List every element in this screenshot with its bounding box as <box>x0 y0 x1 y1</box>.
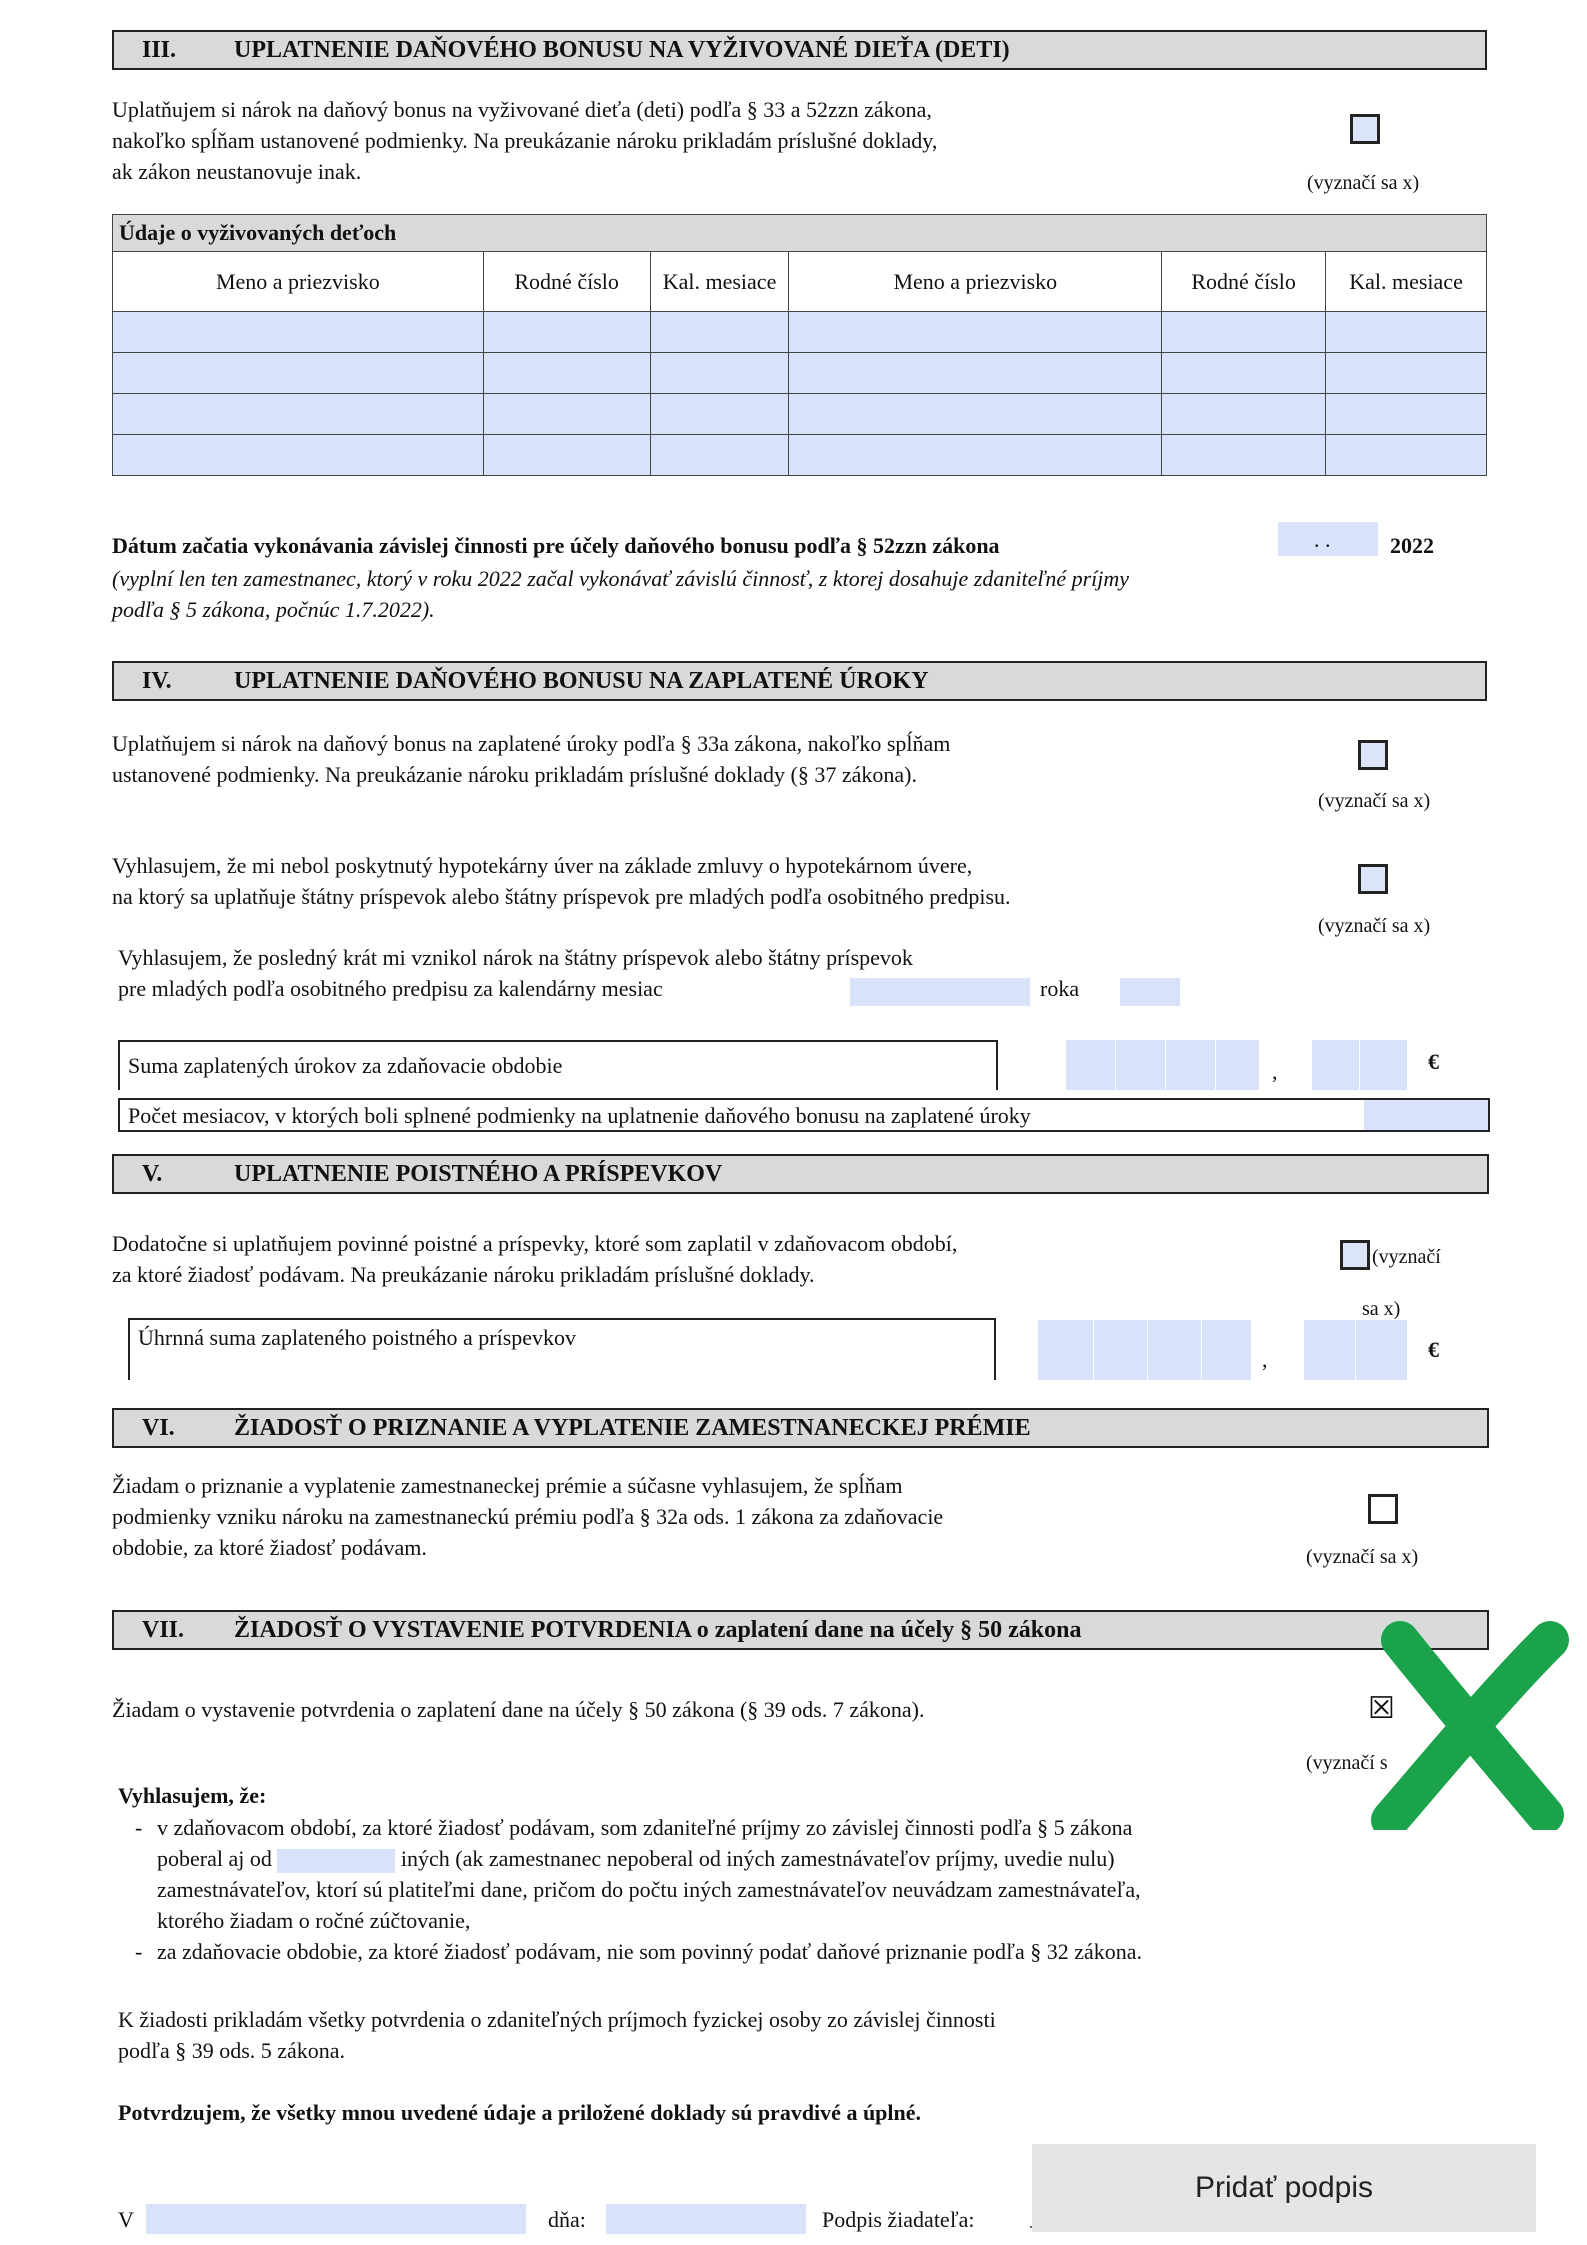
children-table <box>112 214 1487 476</box>
child-row <box>113 435 1487 476</box>
insurance-sum-digit[interactable] <box>1038 1320 1094 1380</box>
currency-symbol: € <box>1428 1337 1439 1362</box>
col-rc-header: Rodné číslo <box>1162 252 1326 312</box>
checkbox-hint: (vyznačí sa x) <box>1306 1546 1419 1568</box>
interest-sum-digit[interactable] <box>1116 1040 1166 1090</box>
checkbox-hint: (vyznačí sa x) <box>1318 790 1431 812</box>
child-rc-input[interactable] <box>483 394 650 435</box>
add-signature-label: Pridať podpis <box>1194 2171 1374 2204</box>
s4-claim-checkbox[interactable] <box>1358 740 1388 770</box>
child-months-input[interactable] <box>1326 353 1487 394</box>
date-separator: . . <box>1314 527 1331 552</box>
signature-label: Podpis žiadateľa: <box>822 2207 975 2232</box>
section-title: ŽIADOSŤ O VYSTAVENIE POTVRDENIA o zaplatení dane na účely § 50 zákona <box>234 1617 1082 1643</box>
s7-attachments-text <box>118 2004 1488 2066</box>
interest-months-label: Počet mesiacov, v ktorých boli splnené podmienky na uplatnenie daňového bonusu na zaplatené úroky <box>128 1103 1031 1128</box>
insurance-sum-label: Úhrnná suma zaplateného poistného a príspevkov <box>138 1325 577 1350</box>
text-line: Uplatňujem si nárok na daňový bonus na vyživované dieťa (deti) podľa § 33 a 52zzn zákona, <box>112 97 932 122</box>
section-number: IV. <box>142 668 172 694</box>
s3-date-label: Dátum začatia vykonávania závislej činnosti pre účely daňového bonusu podľa § 52zzn zákona <box>112 533 1000 558</box>
place-input[interactable] <box>146 2204 526 2234</box>
text-line: Vyhlasujem, že mi nebol poskytnutý hypotekárny úver na základe zmluvy o hypotekárnom úvere, <box>112 853 973 878</box>
child-row <box>113 312 1487 353</box>
child-row <box>113 394 1487 435</box>
child-rc-input[interactable] <box>1162 353 1326 394</box>
date-year: 2022 <box>1390 533 1434 558</box>
section-title: UPLATNENIE DAŇOVÉHO BONUSU NA VYŽIVOVANÉ DIEŤA (DETI) <box>234 37 1010 63</box>
s5-claim-text <box>112 1228 1332 1290</box>
insurance-sum-digit[interactable] <box>1094 1320 1148 1380</box>
child-name-input[interactable] <box>113 394 484 435</box>
decimal-comma: , <box>1262 1347 1268 1372</box>
checkbox-hint: sa x) <box>1362 1298 1401 1320</box>
s5-claim-checkbox[interactable] <box>1340 1240 1370 1270</box>
col-rc-header: Rodné číslo <box>483 252 650 312</box>
child-name-input[interactable] <box>789 435 1162 476</box>
col-name-header: Meno a priezvisko <box>113 252 484 312</box>
s3-claim-checkbox[interactable] <box>1350 114 1380 144</box>
child-months-input[interactable] <box>1326 312 1487 353</box>
s7-request-text: Žiadam o vystavenie potvrdenia o zaplatení dane na účely § 50 zákona (§ 39 ods. 7 zákona). <box>112 1697 925 1722</box>
s6-request-text <box>112 1470 1262 1563</box>
last-year-input[interactable] <box>1120 978 1180 1006</box>
text-line: Uplatňujem si nárok na daňový bonus na zaplatené úroky podľa § 33a zákona, nakoľko spĺňam <box>112 731 951 756</box>
section-4-header <box>112 661 1487 701</box>
child-rc-input[interactable] <box>483 353 650 394</box>
s4-declaration-checkbox[interactable] <box>1358 864 1388 894</box>
children-table-title: Údaje o vyživovaných deťoch <box>113 215 1487 252</box>
text-line: na ktorý sa uplatňuje štátny príspevok alebo štátny príspevok pre mladých podľa osobitného predpisu. <box>112 884 1011 909</box>
section-7-header <box>112 1610 1489 1650</box>
insurance-sum-digit[interactable] <box>1202 1320 1252 1380</box>
text-line: podľa § 39 ods. 5 zákona. <box>118 2038 346 2063</box>
s4-declaration-1 <box>112 850 1332 912</box>
child-months-input[interactable] <box>650 394 789 435</box>
child-months-input[interactable] <box>1326 394 1487 435</box>
checkbox-hint: (vyznačí <box>1372 1246 1441 1268</box>
place-label: V <box>118 2207 134 2232</box>
s7-confirmation-text: Potvrdzujem, že všetky mnou uvedené údaje a priložené doklady sú pravdivé a úplné. <box>118 2100 922 2125</box>
section-title: ŽIADOSŤ O PRIZNANIE A VYPLATENIE ZAMESTNANECKEJ PRÉMIE <box>234 1415 1031 1441</box>
s7-request-checkbox-checked[interactable]: ☒ <box>1368 1692 1395 1725</box>
text-line: Dodatočne si uplatňujem povinné poistné a príspevky, ktoré som zaplatil v zdaňovacom období, <box>112 1231 958 1256</box>
green-x-mark <box>1370 1620 1570 1830</box>
section-5-header <box>112 1154 1489 1194</box>
section-number: III. <box>142 37 177 63</box>
interest-sum-digit[interactable] <box>1216 1040 1260 1090</box>
text-line: ustanovené podmienky. Na preukázanie nároku prikladám príslušné doklady (§ 37 zákona). <box>112 762 917 787</box>
checkbox-hint: (vyznačí sa x) <box>1318 915 1431 937</box>
interest-sum-label: Suma zaplatených úrokov za zdaňovacie obdobie <box>128 1053 563 1078</box>
child-name-input[interactable] <box>113 312 484 353</box>
interest-sum-decimal[interactable] <box>1312 1040 1360 1090</box>
text-line: pre mladých podľa osobitného predpisu za kalendárny mesiac <box>118 976 663 1001</box>
interest-months-input[interactable] <box>1364 1100 1488 1130</box>
insurance-sum-decimal[interactable] <box>1356 1320 1408 1380</box>
interest-sum-box <box>118 1040 998 1090</box>
text-line: obdobie, za ktoré žiadosť podávam. <box>112 1535 427 1560</box>
checkbox-hint: (vyznačí s <box>1306 1752 1388 1774</box>
s3-claim-text <box>112 94 1292 187</box>
child-months-input[interactable] <box>650 435 789 476</box>
child-rc-input[interactable] <box>483 435 650 476</box>
s6-request-checkbox[interactable] <box>1368 1494 1398 1524</box>
child-months-input[interactable] <box>1326 435 1487 476</box>
col-months-header: Kal. mesiace <box>1326 252 1487 312</box>
start-date-input[interactable] <box>1278 522 1378 556</box>
col-name-header: Meno a priezvisko <box>789 252 1162 312</box>
text-line: Vyhlasujem, že posledný krát mi vznikol nárok na štátny príspevok alebo štátny príspevok <box>118 945 913 970</box>
declaration-item: - v zdaňovacom období, za ktoré žiadosť podávam, som zdaniteľné príjmy zo závislej činnosti podľa § 5 zákona poberal aj od iných (ak zamestnanec nepoberal od iných zamestnávateľov príjmy, uvedie nulu) zamestnávateľov, ktorí sú platiteľmi dane, pričom do počtu iných zamestnávateľov neuvádzam zamestnávateľa, ktorého žiadam o ročné zúčtovanie, <box>135 1812 1495 1936</box>
section-6-header <box>112 1408 1489 1448</box>
add-signature-button[interactable] <box>1032 2144 1536 2232</box>
text-line: podmienky vzniku nároku na zamestnaneckú prémiu podľa § 32a ods. 1 zákona za zdaňovacie <box>112 1504 944 1529</box>
text-line: (vyplní len ten zamestnanec, ktorý v roku 2022 začal vykonávať závislú činnosť, z ktorej dosahuje zdaniteľné príjmy <box>112 566 1130 591</box>
interest-sum-digit[interactable] <box>1066 1040 1116 1090</box>
interest-months-box <box>118 1098 1490 1132</box>
decimal-comma: , <box>1272 1059 1278 1084</box>
child-name-input[interactable] <box>113 353 484 394</box>
section-title: UPLATNENIE POISTNÉHO A PRÍSPEVKOV <box>234 1161 723 1187</box>
other-employers-count-input[interactable] <box>277 1849 395 1873</box>
section-number: V. <box>142 1161 163 1187</box>
currency-symbol: € <box>1428 1049 1439 1074</box>
section-3-header <box>112 30 1487 70</box>
col-months-header: Kal. mesiace <box>650 252 789 312</box>
last-month-input[interactable] <box>850 978 1030 1006</box>
date-label: dňa: <box>548 2207 586 2232</box>
s4-claim-text <box>112 728 1332 790</box>
text-line: ak zákon neustanovuje inak. <box>112 159 362 184</box>
section-title: UPLATNENIE DAŇOVÉHO BONUSU NA ZAPLATENÉ ÚROKY <box>234 668 929 694</box>
child-name-input[interactable] <box>789 353 1162 394</box>
s7-declaration-title: Vyhlasujem, že: <box>118 1783 267 1808</box>
insurance-sum-decimal[interactable] <box>1304 1320 1356 1380</box>
child-name-input[interactable] <box>113 435 484 476</box>
child-rc-input[interactable] <box>1162 312 1326 353</box>
s7-declaration-list <box>135 1812 1495 1967</box>
year-label: roka <box>1040 976 1080 1001</box>
insurance-sum-digit[interactable] <box>1148 1320 1202 1380</box>
child-rc-input[interactable] <box>1162 435 1326 476</box>
text-line: Žiadam o priznanie a vyplatenie zamestnaneckej prémie a súčasne vyhlasujem, že spĺňam <box>112 1473 903 1498</box>
text-line: podľa § 5 zákona, počnúc 1.7.2022). <box>112 597 435 622</box>
child-rc-input[interactable] <box>483 312 650 353</box>
text-line: nakoľko spĺňam ustanovené podmienky. Na preukázanie nároku prikladám príslušné doklady, <box>112 128 938 153</box>
insurance-sum-box <box>128 1318 996 1380</box>
section-number: VI. <box>142 1415 175 1441</box>
checkbox-hint: (vyznačí sa x) <box>1307 172 1420 194</box>
child-months-input[interactable] <box>650 353 789 394</box>
child-row <box>113 353 1487 394</box>
declaration-item: - za zdaňovacie obdobie, za ktoré žiadosť podávam, nie som povinný podať daňové priznanie podľa § 32 zákona. <box>135 1936 1495 1967</box>
child-name-input[interactable] <box>789 394 1162 435</box>
child-months-input[interactable] <box>650 312 789 353</box>
section-number: VII. <box>142 1617 185 1643</box>
text-line: K žiadosti prikladám všetky potvrdenia o zdaniteľných príjmoch fyzickej osoby zo závislej činnosti <box>118 2007 996 2032</box>
date-input[interactable] <box>606 2204 806 2234</box>
child-name-input[interactable] <box>789 312 1162 353</box>
interest-sum-digit[interactable] <box>1166 1040 1216 1090</box>
s3-date-note <box>112 563 1492 625</box>
child-rc-input[interactable] <box>1162 394 1326 435</box>
interest-sum-decimal[interactable] <box>1360 1040 1408 1090</box>
text-line: za ktoré žiadosť podávam. Na preukázanie nároku prikladám príslušné doklady. <box>112 1262 815 1287</box>
